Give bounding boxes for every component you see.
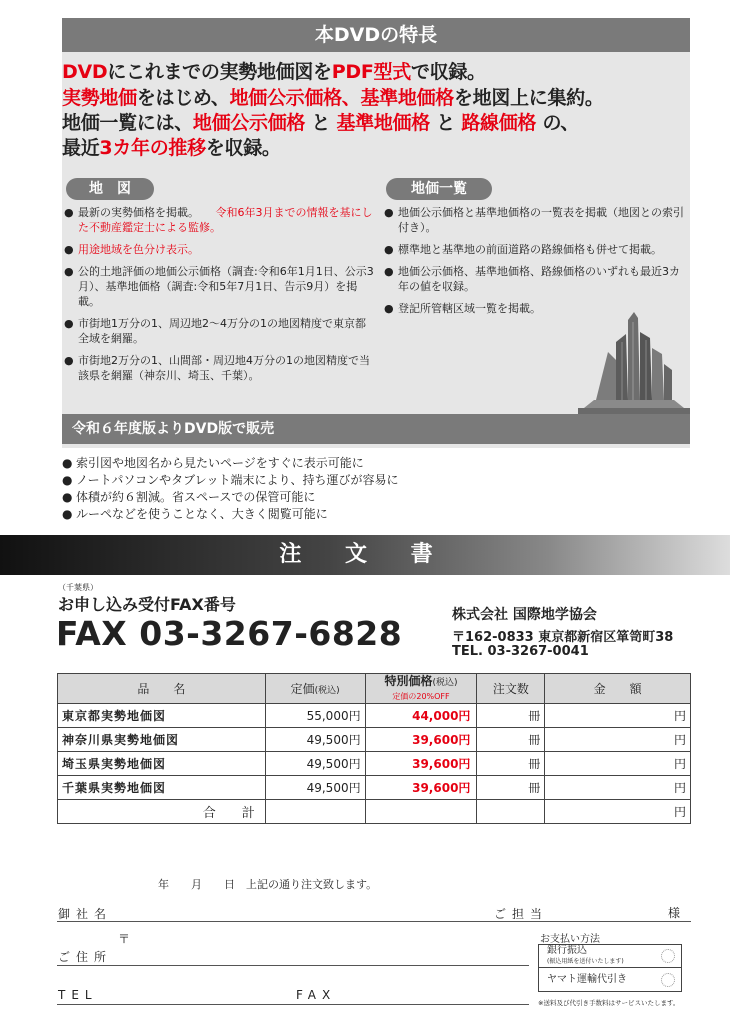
payment-title: お支払い方法 [540,934,600,945]
table-row [58,728,691,752]
payment-bank[interactable]: 銀行振込 (振込用紙を送付いたします) [539,945,681,968]
quantity-cell[interactable]: 冊 [477,752,545,776]
building-illustration [578,312,690,414]
total-yen[interactable]: 円 [545,800,691,824]
list-price: 49,500円 [265,752,365,776]
person-field-label: ご担当 [494,907,549,921]
product-name: 神奈川県実勢地価図 [58,728,266,752]
dvd-bar: 令和６年度版よりDVD版で販売 [62,414,690,444]
dvd-bullet: ● ルーペなどを使うことなく、大きく閲覧可能に [62,506,399,523]
map-bullet: ● 用途地域を色分け表示。 [64,242,376,257]
map-label: 地 図 [66,178,154,200]
list-bullet: ● 登記所管轄区域一覧を掲載。 [384,301,684,316]
special-price: 44,000円 [365,704,477,728]
col-special: 特別価格(税込) 定価の20%OFF [365,674,477,704]
company-tel: TEL. 03-3267-0041 [452,644,589,659]
dvd-bullet: ● 体積が約６割減。省スペースでの保管可能に [62,489,399,506]
payment-box [538,944,682,992]
sama-label: 様 [668,906,681,920]
quantity-cell[interactable]: 冊 [477,704,545,728]
address-line[interactable] [57,965,529,966]
order-title: 注 文 書 [0,535,730,575]
amount-cell[interactable]: 円 [545,776,691,800]
table-row [58,776,691,800]
tel-field-label: TEL [58,988,98,1002]
amount-cell[interactable]: 円 [545,752,691,776]
map-bullets [64,205,376,390]
bank-check-icon[interactable] [661,949,675,963]
map-bullet: ● 市街地1万分の1、周辺地2〜4万分の1の地図精度で東京都全域を網羅。 [64,316,376,346]
headline-line1: DVDにこれまでの実勢地価図をPDF型式で収録。 [62,61,486,83]
payment-yamato[interactable]: ヤマト運輸代引き [539,968,681,991]
list-label: 地価一覧 [386,178,492,200]
total-label: 合 計 [58,800,266,824]
table-row [58,752,691,776]
list-price: 49,500円 [265,776,365,800]
footnote: ※送料及び代引き手数料はサービスいたします。 [538,999,680,1007]
special-price: 39,600円 [365,728,477,752]
order-table [57,673,691,824]
list-bullet: ● 標準地と基準地の前面道路の路線価格も併せて掲載。 [384,242,684,257]
total-row [58,800,691,824]
product-name: 千葉県実勢地価図 [58,776,266,800]
special-price: 39,600円 [365,752,477,776]
company-line[interactable] [57,921,691,922]
fax-field-label: FAX [296,988,337,1002]
dvd-bullet: ● 索引図や地図名から見たいページをすぐに表示可能に [62,455,399,472]
map-bullet: ● 公的土地評価の地価公示価格（調査:令和6年1月1日、公示3月）、基準地価格（調査:令和5年7月1日、告示9月）を掲載。 [64,264,376,309]
map-bullet: ● 最新の実勢価格を掲載。 令和6年3月までの情報を基にした不動産鑑定士による監修。 [64,205,376,235]
tel-line[interactable] [57,1004,529,1005]
company-address: 〒162-0833 東京都新宿区箪笥町38 [452,630,674,645]
list-bullets [384,205,684,323]
postal-mark: 〒 [118,932,131,946]
product-name: 東京都実勢地価図 [58,704,266,728]
company-field-label: 御社名 [58,907,113,921]
amount-cell[interactable]: 円 [545,704,691,728]
col-name: 品 名 [58,674,266,704]
features-header: 本DVDの特長 [62,18,690,52]
quantity-cell[interactable]: 冊 [477,728,545,752]
col-qty: 注文数 [477,674,545,704]
table-header [58,674,691,704]
headline-line4: 最近3カ年の推移を収録。 [62,137,281,159]
company-name: 株式会社 国際地学協会 [452,607,597,623]
product-name: 埼玉県実勢地価図 [58,752,266,776]
special-price: 39,600円 [365,776,477,800]
list-bullet: ● 地価公示価格と基準地価格の一覧表を掲載（地図との索引付き）。 [384,205,684,235]
address-field-label: ご住所 [58,950,113,964]
headline-line2: 実勢地価をはじめ、地価公示価格、基準地価格を地図上に集約。 [62,87,604,109]
fax-label: お申し込み受付FAX番号 [58,595,236,614]
map-bullet: ● 市街地2万分の1、山間部・周辺地4万分の1の地図精度で当該県を網羅（神奈川、埼玉、千葉）。 [64,353,376,383]
dvd-bullets [62,455,399,523]
amount-cell[interactable]: 円 [545,728,691,752]
quantity-cell[interactable]: 冊 [477,776,545,800]
date-line: 年 月 日 上記の通り注文致します。 [158,878,378,891]
fax-note: （千葉県） [58,583,98,592]
dvd-bullet: ● ノートパソコンやタブレット端末により、持ち運びが容易に [62,472,399,489]
list-bullet: ● 地価公示価格、基準地価格、路線価格のいずれも最近3カ年の値を収録。 [384,264,684,294]
table-row [58,704,691,728]
headline-line3: 地価一覧には、地価公示価格 と 基準地価格 と 路線価格 の、 [62,112,580,134]
list-price: 55,000円 [265,704,365,728]
col-amount: 金 額 [545,674,691,704]
fax-number: FAX 03-3267-6828 [56,614,403,653]
yamato-check-icon[interactable] [661,973,675,987]
col-price: 定価(税込) [265,674,365,704]
list-price: 49,500円 [265,728,365,752]
